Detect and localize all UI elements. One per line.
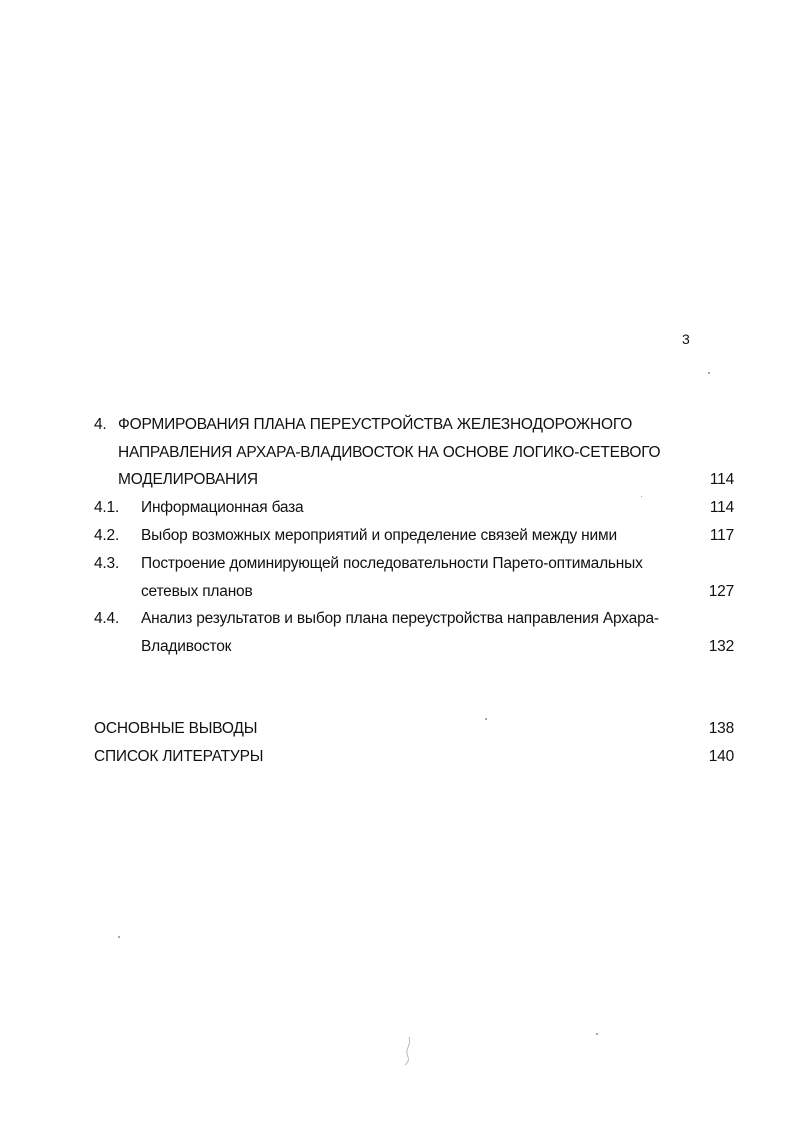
scan-mark [400, 1035, 416, 1067]
scan-speck [118, 936, 120, 938]
toc-entry-number: 4. [94, 416, 107, 433]
toc-entry-title: СПИСОК ЛИТЕРАТУРЫ [94, 748, 264, 765]
toc-entry-chapter-4 [94, 411, 734, 494]
toc-entry-page: 114 [709, 471, 734, 488]
scan-speck [641, 496, 642, 497]
toc-entry-page: 138 [708, 720, 734, 737]
toc-entry-section-4-4 [94, 605, 734, 661]
toc-entry-section-4-3 [94, 550, 734, 606]
toc-entry-page: 127 [708, 582, 734, 600]
toc-entry-title-line: ФОРМИРОВАНИЯ ПЛАНА ПЕРЕУСТРОЙСТВА ЖЕЛЕЗНОДОРОЖНОГО [118, 416, 633, 433]
toc-entry-page: 114 [709, 499, 734, 516]
toc-entry-title-line: МОДЕЛИРОВАНИЯ [118, 471, 258, 488]
toc-entry-references [94, 743, 734, 771]
toc-entry-title-line: Информационная база [141, 499, 304, 516]
toc-entry-page: 117 [709, 527, 734, 544]
toc-entry-title-line: НАПРАВЛЕНИЯ АРХАРА-ВЛАДИВОСТОК НА ОСНОВЕ ЛОГИКО-СЕТЕВОГО [118, 443, 661, 461]
toc-entry-conclusions [94, 715, 734, 743]
toc-entry-title-line: Построение доминирующей последовательности Парето-оптимальных [141, 555, 643, 572]
toc-entry-title-line: сетевых планов [141, 582, 253, 600]
toc-entry-number: 4.4. [94, 610, 120, 627]
toc-entry-title-line: Анализ результатов и выбор плана переустройства направления Архара- [141, 610, 659, 627]
toc-entry-number: 4.1. [94, 499, 120, 516]
toc-entry-number: 4.3. [94, 555, 120, 572]
toc-entry-number: 4.2. [94, 527, 120, 544]
toc-entry-section-4-2 [94, 522, 734, 550]
scan-speck [596, 1033, 598, 1035]
scan-speck [485, 718, 487, 720]
toc-entry-title-line: Владивосток [141, 637, 232, 655]
scan-speck [708, 372, 710, 374]
toc-entry-page: 140 [708, 748, 734, 765]
toc-entry-title: ОСНОВНЫЕ ВЫВОДЫ [94, 720, 258, 737]
toc-entry-page: 132 [708, 637, 734, 655]
toc-entry-section-4-1 [94, 494, 734, 522]
toc-entry-title-line: Выбор возможных мероприятий и определение связей между ними [141, 527, 617, 544]
page-number: 3 [682, 331, 690, 347]
